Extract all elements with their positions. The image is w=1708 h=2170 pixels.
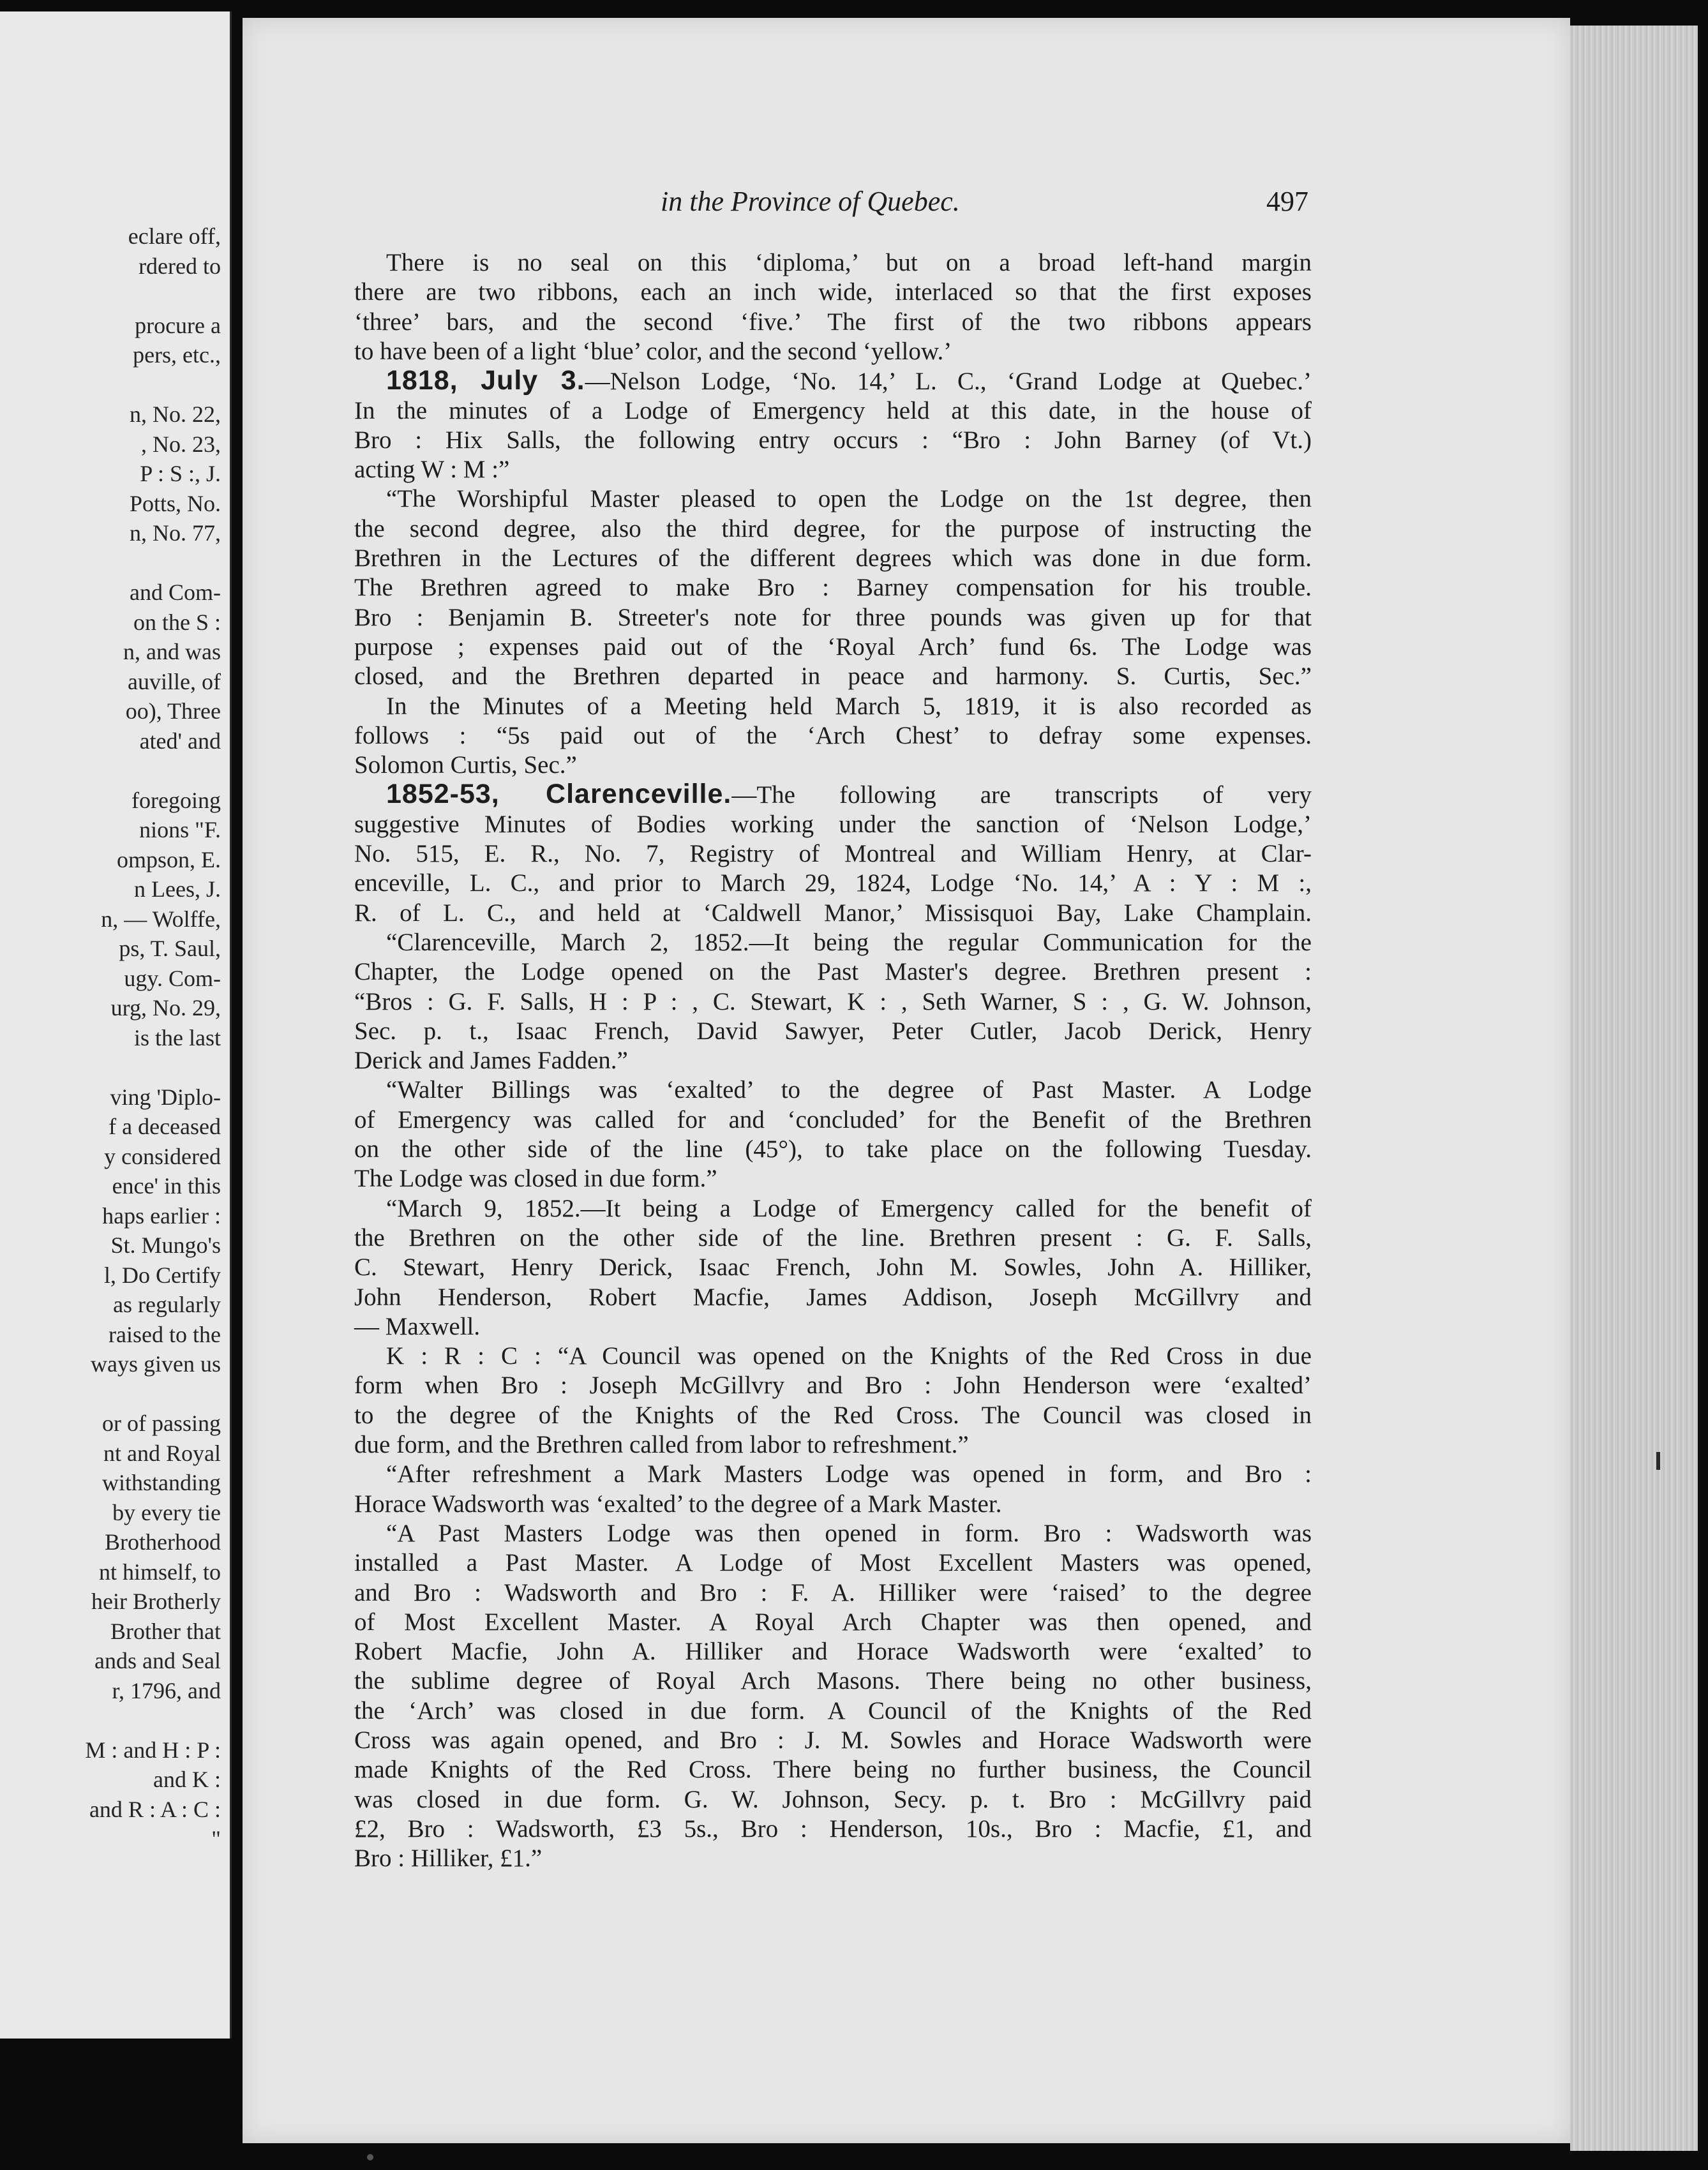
line-text: In the minutes of a Lodge of Emergency held at this date, in the house of	[354, 396, 1312, 424]
line-text: C. Stewart, Henry Derick, Isaac French, John M. Sowles, John A. Hilliker,	[354, 1253, 1312, 1282]
line-text: to have been of a light ‘blue’ color, and the second ‘yellow.’	[354, 337, 952, 365]
text-line	[386, 1518, 1312, 1548]
line-text: there are two ribbons, each an inch wide, interlaced so that the first exposes	[354, 278, 1312, 306]
text-line	[354, 987, 1312, 1017]
scan-speck	[367, 2154, 373, 2160]
text-line	[354, 543, 1312, 573]
text-line	[386, 248, 1312, 278]
left-page-line: Potts, No.	[129, 490, 221, 516]
left-page-line: eclare off,	[128, 223, 221, 249]
text-line	[354, 1578, 1312, 1608]
left-page-line: St. Mungo's	[110, 1232, 221, 1258]
entry-heading: 1852-53, Clarenceville.	[386, 779, 732, 810]
line-text: “The Worshipful Master pleased to open the Lodge on the 1st degree, then	[386, 485, 1312, 513]
text-line	[354, 632, 1312, 662]
text-line	[386, 1341, 1312, 1371]
line-text: the second degree, also the third degree, for the purpose of instructing the	[354, 514, 1312, 542]
left-page-line: y considered	[104, 1143, 221, 1169]
text-line	[354, 750, 1312, 780]
left-page-line: heir Brotherly	[91, 1589, 221, 1614]
text-line	[354, 1430, 1312, 1460]
text-line	[354, 277, 1312, 307]
left-page-line: n Lees, J.	[134, 876, 221, 902]
left-page-line: is the last	[134, 1024, 221, 1051]
left-page-line: n, No. 22,	[130, 401, 221, 427]
left-page-line: Brotherhood	[105, 1529, 221, 1555]
text-line	[354, 721, 1312, 751]
left-page-line: rdered to	[139, 253, 221, 279]
line-text: enceville, L. C., and prior to March 29, 1824, Lodge ‘No. 14,’ A : Y : M :,	[354, 869, 1312, 897]
line-text: installed a Past Master. A Lodge of Most Excellent Masters was opened,	[354, 1549, 1312, 1577]
text-line	[354, 602, 1312, 632]
line-text: Horace Wadsworth was ‘exalted’ to the degree of a Mark Master.	[354, 1490, 1002, 1518]
text-line	[354, 1636, 1312, 1666]
line-text: Bro : Benjamin B. Streeter's note for three pounds was given up for that	[354, 603, 1312, 631]
line-text: acting W : M :”	[354, 456, 510, 484]
line-text: closed, and the Brethren departed in peace and harmony. S. Curtis, Sec.”	[354, 662, 1312, 691]
left-page-line: nions "F.	[139, 817, 221, 842]
text-line	[354, 1105, 1312, 1135]
line-text: Solomon Curtis, Sec.”	[354, 751, 577, 779]
line-text: R. of L. C., and held at ‘Caldwell Manor,’ Missisquoi Bay, Lake Champlain.	[354, 899, 1312, 927]
text-line	[354, 1755, 1312, 1785]
text-line	[354, 1696, 1312, 1726]
left-page-line: ompson, E.	[116, 846, 221, 872]
line-text: Sec. p. t., Isaac French, David Sawyer, Peter Cutler, Jacob Derick, Henry	[354, 1017, 1312, 1045]
line-text: Robert Macfie, John A. Hilliker and Horace Wadsworth were ‘exalted’ to	[354, 1638, 1312, 1666]
text-line	[354, 514, 1312, 544]
line-text: “Bros : G. F. Salls, H : P : , C. Stewart, K : , Seth Warner, S : , G. W. Johnson,	[354, 987, 1312, 1015]
text-line	[386, 1194, 1312, 1223]
left-page-line: oo), Three	[125, 698, 221, 724]
binding-mark	[1656, 1452, 1660, 1470]
line-text: to the degree of the Knights of the Red Cross. The Council was closed in	[354, 1401, 1312, 1429]
left-page-line: ving 'Diplo-	[110, 1084, 221, 1110]
text-line	[354, 1164, 1312, 1194]
left-page-line: and R : A : C :	[89, 1796, 221, 1822]
left-page-line: n, and was	[123, 639, 221, 664]
text-line	[354, 572, 1312, 602]
line-text: “After refreshment a Mark Masters Lodge was opened in form, and Bro :	[386, 1460, 1312, 1488]
text-line	[354, 1016, 1312, 1046]
page-number: 497	[1266, 186, 1308, 217]
line-text: £2, Bro : Wadsworth, £3 5s., Bro : Henderson, 10s., Bro : Macfie, £1, and	[354, 1815, 1312, 1843]
left-page-line: ps, T. Saul,	[119, 936, 221, 961]
line-text: John Henderson, Robert Macfie, James Addison, Joseph McGillvry and	[354, 1283, 1312, 1311]
left-page-line: M : and H : P :	[85, 1737, 221, 1763]
text-line	[354, 1814, 1312, 1844]
text-line	[354, 809, 1312, 839]
line-text: the ‘Arch’ was closed in due form. A Council of the Knights of the Red	[354, 1696, 1312, 1725]
text-line	[386, 484, 1312, 514]
text-line	[354, 307, 1312, 337]
left-page-line: on the S :	[133, 609, 221, 635]
text-line	[354, 1843, 1312, 1873]
line-text: The Lodge was closed in due form.”	[354, 1165, 717, 1193]
line-text: of Most Excellent Master. A Royal Arch Chapter was then opened, and	[354, 1608, 1312, 1636]
text-line	[354, 661, 1312, 691]
text-line	[354, 1045, 1312, 1075]
left-page-line: as regularly	[113, 1292, 221, 1317]
line-text: Cross was again opened, and Bro : J. M. Sowles and Horace Wadsworth were	[354, 1726, 1312, 1754]
line-text: There is no seal on this ‘diploma,’ but on a broad left-hand margin	[386, 249, 1312, 276]
left-page-line: haps earlier :	[102, 1202, 221, 1229]
left-page-text-column	[0, 11, 230, 2039]
line-text: No. 515, E. R., No. 7, Registry of Montreal and William Henry, at Clar-	[354, 840, 1312, 867]
text-line	[354, 396, 1312, 426]
left-page-line: ence' in this	[112, 1173, 221, 1199]
text-line	[354, 336, 1312, 366]
line-text: Brethren in the Lectures of the different degrees which was done in due form.	[354, 544, 1312, 572]
line-text: “Walter Billings was ‘exalted’ to the degree of Past Master. A Lodge	[386, 1076, 1312, 1104]
line-text: was closed in due form. G. W. Johnson, Secy. p. t. Bro : McGillvry paid	[354, 1785, 1312, 1813]
text-line	[354, 898, 1312, 928]
left-page-line: ways given us	[91, 1351, 221, 1377]
entry-heading: 1818, July 3.	[386, 365, 585, 396]
left-page-line: ugy. Com-	[124, 965, 221, 991]
line-text: —The following are transcripts of very	[731, 781, 1312, 809]
left-page-line: foregoing	[131, 787, 221, 813]
line-text: on the other side of the line (45°), to take place on the following Tuesday.	[354, 1135, 1312, 1163]
left-page-line: raised to the	[109, 1321, 221, 1347]
line-text: Bro : Hilliker, £1.”	[354, 1844, 543, 1873]
body-text	[354, 248, 1312, 1873]
line-text: ‘three’ bars, and the second ‘five.’ The first of the two ribbons appears	[354, 308, 1312, 336]
running-head-title: in the Province of Quebec.	[661, 186, 960, 217]
left-page-line: r, 1796, and	[112, 1677, 221, 1703]
line-text: In the Minutes of a Meeting held March 5, 1819, it is also recorded as	[386, 692, 1312, 720]
text-line	[354, 1607, 1312, 1637]
line-text: Derick and James Fadden.”	[354, 1047, 628, 1075]
text-line	[354, 1134, 1312, 1164]
text-line	[354, 1548, 1312, 1578]
line-text: “Clarenceville, March 2, 1852.—It being the regular Communication for the	[386, 928, 1312, 956]
text-line	[386, 927, 1312, 957]
left-page-line: ated' and	[139, 728, 221, 754]
line-text: —Nelson Lodge, ‘No. 14,’ L. C., ‘Grand Lodge at Quebec.’	[585, 368, 1312, 396]
line-text: K : R : C : “A Council was opened on the Knights of the Red Cross in due	[386, 1342, 1312, 1370]
text-line	[354, 1666, 1312, 1696]
left-page-line: nt himself, to	[99, 1559, 221, 1585]
line-text: — Maxwell.	[354, 1312, 481, 1340]
text-line	[354, 957, 1312, 987]
left-page-line: f a deceased	[109, 1114, 221, 1139]
line-text: Chapter, the Lodge opened on the Past Master's degree. Brethren present :	[354, 958, 1312, 986]
text-line	[354, 868, 1312, 898]
text-line	[386, 1459, 1312, 1489]
text-line	[354, 839, 1312, 869]
text-line	[354, 1725, 1312, 1755]
left-page-line: procure a	[135, 312, 221, 338]
text-line	[386, 691, 1312, 721]
left-page-line: , No. 23,	[141, 431, 221, 457]
left-page-line: auville, of	[128, 668, 221, 694]
left-page-line: urg, No. 29,	[110, 995, 221, 1021]
line-text: follows : “5s paid out of the ‘Arch Chest’ to defray some expenses.	[354, 721, 1312, 749]
page-edge-stack	[1570, 26, 1698, 2151]
text-line	[354, 1282, 1312, 1312]
left-page-line: and Com-	[130, 580, 221, 605]
left-page-line: nt and Royal	[103, 1440, 221, 1466]
line-text: form when Bro : Joseph McGillvry and Bro : John Henderson were ‘exalted’	[354, 1372, 1312, 1400]
text-line	[354, 425, 1312, 455]
left-page-line: pers, etc.,	[133, 342, 221, 368]
line-text: of Emergency was called for and ‘concluded’ for the Benefit of the Brethren	[354, 1105, 1312, 1134]
text-line	[386, 366, 1312, 396]
left-page-line: "	[211, 1826, 221, 1852]
text-line	[354, 1312, 1312, 1342]
left-page-line: withstanding	[102, 1470, 221, 1495]
left-page-line: l, Do Certify	[104, 1262, 221, 1288]
line-text: and Bro : Wadsworth and Bro : F. A. Hilliker were ‘raised’ to the degree	[354, 1578, 1312, 1606]
line-text: purpose ; expenses paid out of the ‘Royal Arch’ fund 6s. The Lodge was	[354, 632, 1312, 661]
line-text: the sublime degree of Royal Arch Masons. There being no other business,	[354, 1667, 1312, 1695]
left-page-line: Brother that	[110, 1618, 221, 1644]
line-text: made Knights of the Red Cross. There being no further business, the Council	[354, 1756, 1312, 1784]
line-text: the Brethren on the other side of the line. Brethren present : G. F. Salls,	[354, 1223, 1312, 1252]
left-page-line: P : S :, J.	[140, 461, 221, 486]
left-page-line: n, — Wolffe,	[101, 906, 221, 932]
line-text: suggestive Minutes of Bodies working under the sanction of ‘Nelson Lodge,’	[354, 810, 1312, 838]
left-page-line: or of passing	[102, 1410, 221, 1436]
line-text: due form, and the Brethren called from labor to refreshment.”	[354, 1431, 969, 1458]
text-line	[354, 454, 1312, 484]
line-text: The Brethren agreed to make Bro : Barney compensation for his trouble.	[354, 574, 1312, 602]
left-page-line: by every tie	[112, 1499, 221, 1525]
text-line	[354, 1400, 1312, 1430]
text-line	[354, 1489, 1312, 1519]
text-line	[354, 1252, 1312, 1282]
text-line	[354, 1370, 1312, 1400]
text-line	[354, 1223, 1312, 1253]
text-line	[386, 779, 1312, 809]
line-text: Bro : Hix Salls, the following entry occurs : “Bro : John Barney (of Vt.)	[354, 426, 1312, 454]
line-text: “A Past Masters Lodge was then opened in form. Bro : Wadsworth was	[386, 1519, 1312, 1547]
left-page-line: ands and Seal	[94, 1648, 221, 1673]
left-page-fragment	[0, 11, 232, 2039]
text-line	[386, 1075, 1312, 1105]
line-text: “March 9, 1852.—It being a Lodge of Emergency called for the benefit of	[386, 1194, 1312, 1222]
left-page-line: and K :	[153, 1767, 221, 1792]
left-page-line: n, No. 77,	[130, 520, 221, 546]
text-line	[354, 1785, 1312, 1815]
